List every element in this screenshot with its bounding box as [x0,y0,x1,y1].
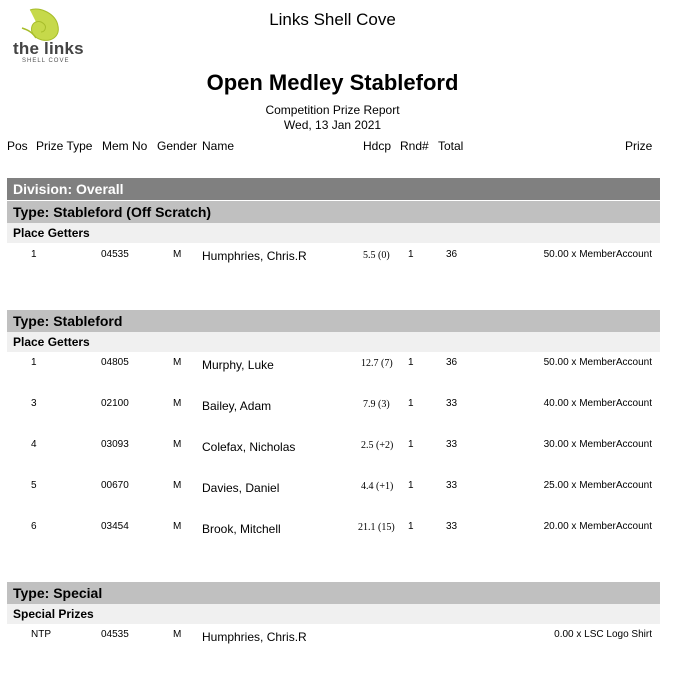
logo-subtext: SHELL COVE [22,58,70,64]
row-pos: 3 [31,398,37,409]
report-date: Wed, 13 Jan 2021 [283,118,382,132]
row-name: Murphy, Luke [202,358,274,372]
row-gender: M [173,629,182,640]
division-header: Division: Overall [7,178,660,200]
col-header-total: Total [438,139,464,153]
col-header-prize: Prize [625,139,653,153]
row-hdcp: 2.5 (+2) [361,440,394,451]
col-header-pos: Pos [7,139,28,153]
row-pos: 6 [31,521,37,532]
section-group-header: Special Prizes [7,604,660,624]
row-pos: 4 [31,439,37,450]
row-mem-no: 03454 [101,521,129,532]
col-header-mem-no: Mem No [102,139,148,153]
row-gender: M [173,480,182,491]
row-prize: 25.00 x MemberAccount [543,480,652,491]
section-type-header: Type: Stableford [7,310,660,332]
row-mem-no: 02100 [101,398,129,409]
row-gender: M [173,398,182,409]
row-hdcp: 12.7 (7) [361,358,393,369]
row-mem-no: 00670 [101,480,129,491]
report-title: Open Medley Stableford [206,70,459,95]
row-gender: M [173,249,182,260]
row-total: 33 [446,398,458,409]
row-name: Brook, Mitchell [202,522,281,536]
logo-text: the links [13,39,84,58]
row-mem-no: 04805 [101,357,129,368]
row-prize: 50.00 x MemberAccount [543,249,652,260]
row-name: Humphries, Chris.R [202,630,307,644]
club-name: Links Shell Cove [269,10,396,29]
row-name: Humphries, Chris.R [202,249,307,263]
row-name: Davies, Daniel [202,481,280,495]
row-hdcp: 21.1 (15) [358,522,395,533]
row-pos: 1 [31,357,37,368]
row-pos: 1 [31,249,37,260]
row-gender: M [173,439,182,450]
section-group-header: Place Getters [7,332,660,352]
col-header-name: Name [202,139,235,153]
row-prize: 50.00 x MemberAccount [543,357,652,368]
row-prize: 30.00 x MemberAccount [543,439,652,450]
col-header-prize-type: Prize Type [36,139,93,153]
row-gender: M [173,357,182,368]
section-type-header: Type: Special [7,582,660,604]
row-prize: 40.00 x MemberAccount [543,398,652,409]
row-total: 33 [446,480,458,491]
row-mem-no: 04535 [101,249,129,260]
row-hdcp: 7.9 (3) [363,399,390,410]
row-mem-no: 03093 [101,439,129,450]
row-rnd: 1 [408,480,414,491]
row-rnd: 1 [408,249,414,260]
section-type-header: Type: Stableford (Off Scratch) [7,201,660,223]
col-header-gender: Gender [157,139,198,153]
row-gender: M [173,521,182,532]
row-hdcp: 4.4 (+1) [361,481,394,492]
row-prize: 20.00 x MemberAccount [543,521,652,532]
row-pos: 5 [31,480,37,491]
row-total: 36 [446,357,458,368]
col-header-hdcp: Hdcp [363,139,392,153]
row-name: Colefax, Nicholas [202,440,296,454]
row-pos: NTP [31,629,51,640]
row-total: 33 [446,521,458,532]
row-name: Bailey, Adam [202,399,272,413]
row-hdcp: 5.5 (0) [363,250,390,261]
row-mem-no: 04535 [101,629,129,640]
row-rnd: 1 [408,439,414,450]
section-group-header: Place Getters [7,223,660,243]
row-total: 36 [446,249,458,260]
row-prize: 0.00 x LSC Logo Shirt [554,629,652,640]
report-subtitle: Competition Prize Report [265,103,400,117]
row-rnd: 1 [408,521,414,532]
row-total: 33 [446,439,458,450]
row-rnd: 1 [408,398,414,409]
row-rnd: 1 [408,357,414,368]
col-header-rnd: Rnd# [400,139,429,153]
